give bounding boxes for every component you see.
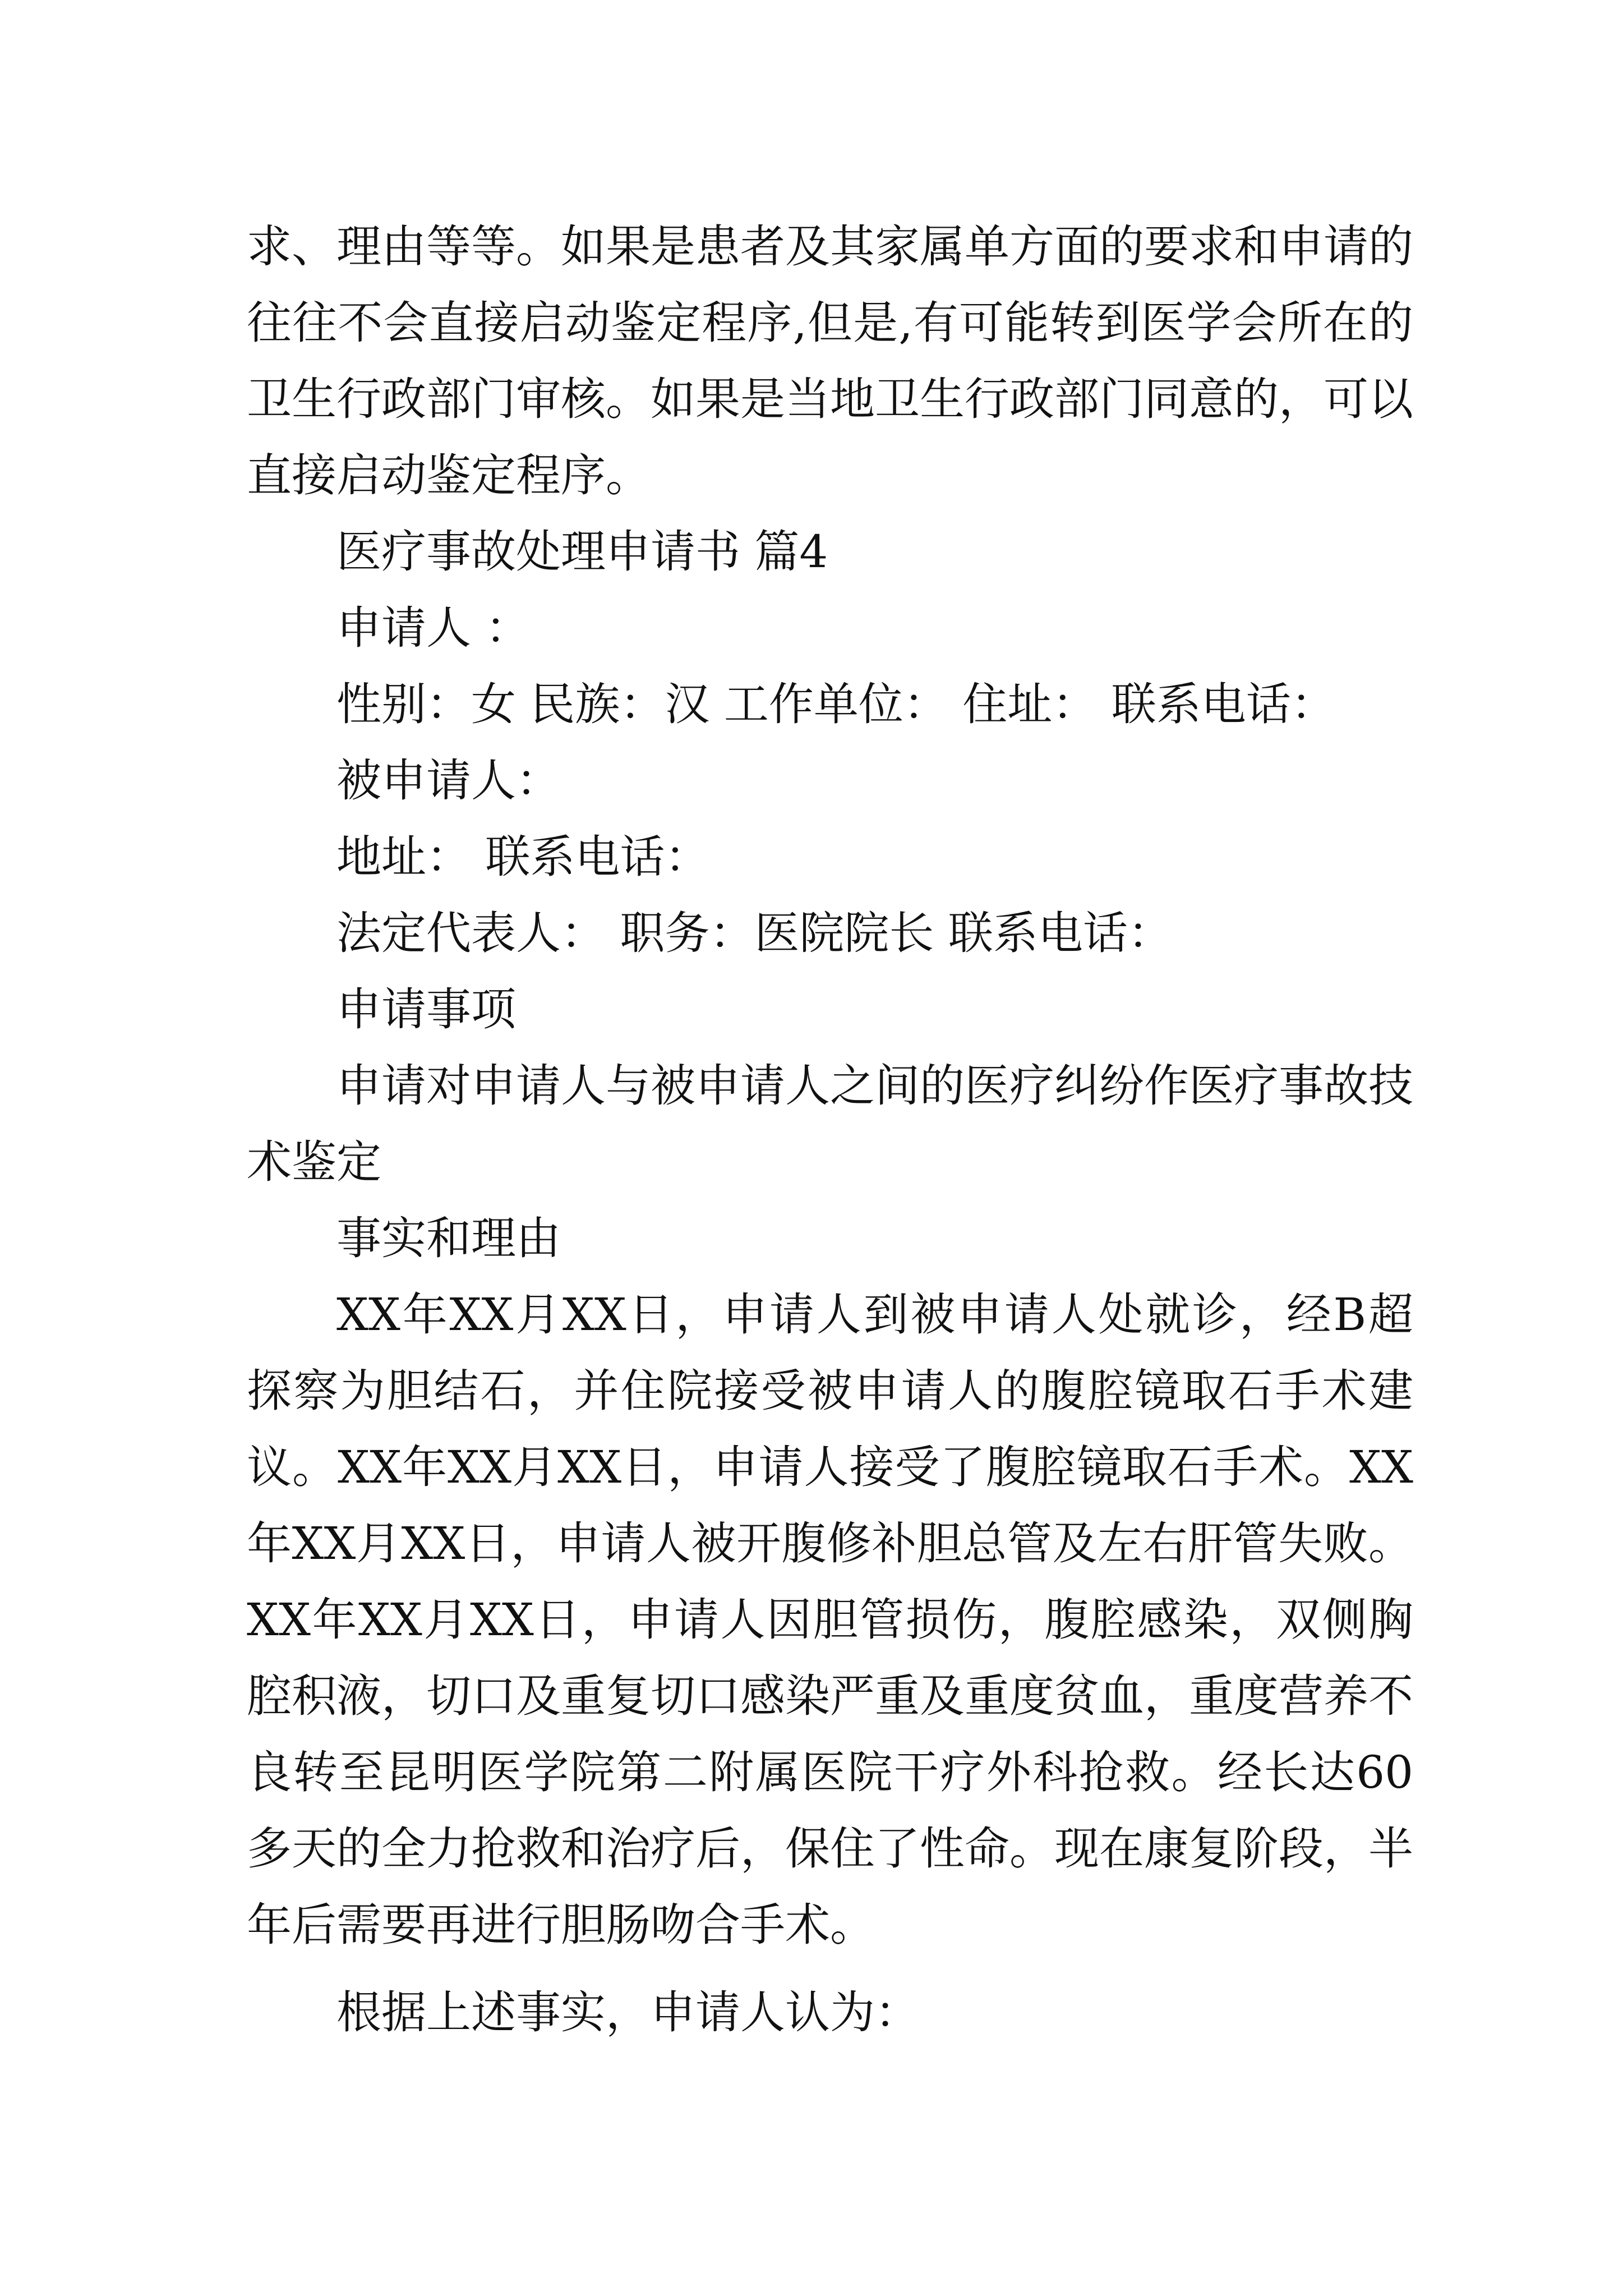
request-heading: 申请事项 xyxy=(336,983,516,1036)
facts-paragraph: XX年XX月XX日，申请人到被申请人处就诊，经B超探察为胆结石，并住院接受被申请人的腹腔镜取石手术建议。XX年XX月XX日，申请人接受了腹腔镜取石手术。XX年XX月XX日，申请人被开腹修补胆总管及左右肝管失败。XX年XX月XX日，申请人因胆管损伤，腹腔感染，双侧胸腔积液，切口及重复切口感染严重及重度贫血，重度营养不良转至昆明医学院第二附属医院干疗外科抢救。经长达60多天的全力抢救和治疗后，保住了性命。现在康复阶段，半年后需要再进行胆肠吻合手术。 xyxy=(247,1289,1413,1951)
section-heading: 医疗事故处理申请书 篇4 xyxy=(336,526,828,578)
applicant-details-line: 性别：女 民族：汉 工作单位： 住址： 联系电话： xyxy=(336,678,1336,730)
legal-representative-line: 法定代表人： 职务：医院院长 联系电话： xyxy=(336,907,1173,959)
request-paragraph: 申请对申请人与被申请人之间的医疗纠纷作医疗事故技术鉴定 xyxy=(247,1060,1413,1188)
document-body xyxy=(247,209,1413,2051)
respondent-line: 被申请人： xyxy=(336,754,561,807)
conclusion-line: 根据上述事实，申请人认为： xyxy=(336,1986,920,2039)
applicant-line: 申请人 ： xyxy=(336,602,531,654)
paragraph-continuation: 求、理由等等。如果是患者及其家属单方面的要求和申请的往往不会直接启动鉴定程序,但是,有可能转到医学会所在的卫生行政部门审核。如果是当地卫生行政部门同意的，可以直接启动鉴定程序。 xyxy=(247,220,1413,501)
address-line: 地址： 联系电话： xyxy=(336,831,710,883)
facts-heading: 事实和理由 xyxy=(336,1212,561,1264)
